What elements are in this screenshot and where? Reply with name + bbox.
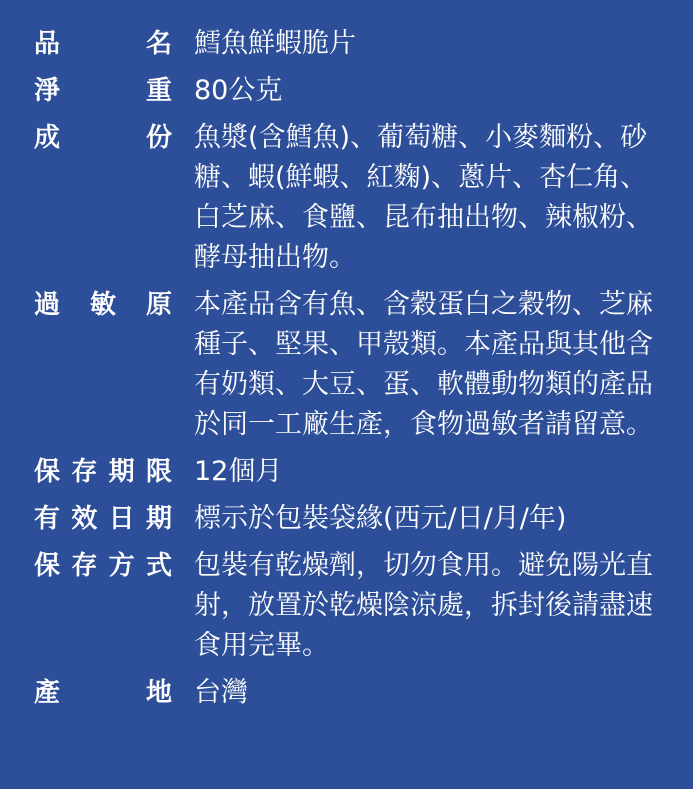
label-char: 過	[34, 290, 61, 320]
value-net-weight: 80公克	[194, 75, 283, 106]
value-allergens: 本產品含有魚、含穀蛋白之穀物、芝麻種子、堅果、甲殼類。本產品與其他含有奶類、大豆、蛋、軟體動物類的產品於同一工廠生產，食物過敏者請留意。	[194, 289, 653, 440]
row-product-name	[34, 24, 665, 64]
row-net-weight	[34, 71, 665, 111]
row-allergens	[34, 285, 665, 445]
value-product-name: 鱈魚鮮蝦脆片	[194, 28, 356, 59]
row-storage-method	[34, 546, 665, 666]
value-storage-method: 包裝有乾燥劑，切勿食用。避免陽光直射，放置於乾燥陰涼處，拆封後請盡速食用完畢。	[194, 550, 653, 661]
label-char: 期	[108, 457, 135, 487]
label-char: 保	[34, 457, 61, 487]
label-net-weight	[34, 71, 172, 111]
label-char: 品	[34, 29, 61, 59]
label-char: 存	[71, 457, 98, 487]
label-expiry-date	[34, 499, 172, 539]
value-origin: 台灣	[194, 677, 248, 708]
label-char: 產	[34, 678, 61, 708]
label-char: 方	[108, 551, 135, 581]
label-char: 原	[145, 290, 172, 320]
label-char: 重	[145, 76, 172, 106]
label-char: 名	[145, 29, 172, 59]
row-ingredients	[34, 118, 665, 278]
value-shelf-life: 12個月	[194, 456, 283, 487]
label-product-name	[34, 24, 172, 64]
label-char: 效	[71, 504, 98, 534]
label-char: 地	[145, 678, 172, 708]
label-char: 份	[145, 123, 172, 153]
label-storage-method	[34, 546, 172, 586]
label-char: 期	[145, 504, 172, 534]
label-shelf-life	[34, 452, 172, 492]
label-char: 保	[34, 551, 61, 581]
row-expiry-date	[34, 499, 665, 539]
label-char: 有	[34, 504, 61, 534]
label-char: 敏	[89, 290, 116, 320]
label-char: 成	[34, 123, 61, 153]
label-origin	[34, 673, 172, 713]
label-char: 限	[145, 457, 172, 487]
row-shelf-life	[34, 452, 665, 492]
label-char: 淨	[34, 76, 61, 106]
label-char: 日	[108, 504, 135, 534]
label-ingredients	[34, 118, 172, 158]
value-expiry-date: 標示於包裝袋緣(西元/日/月/年)	[194, 503, 567, 534]
value-ingredients: 魚漿(含鱈魚)、葡萄糖、小麥麵粉、砂糖、蝦(鮮蝦、紅麴)、蔥片、杏仁角、白芝麻、食鹽、昆布抽出物、辣椒粉、酵母抽出物。	[194, 122, 653, 273]
label-char: 式	[145, 551, 172, 581]
row-origin	[34, 673, 665, 713]
label-allergens	[34, 285, 172, 325]
label-char: 存	[71, 551, 98, 581]
